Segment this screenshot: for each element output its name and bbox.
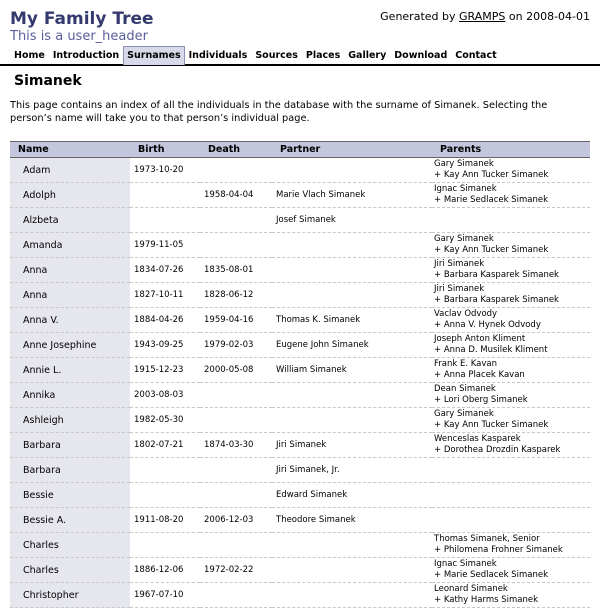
parent-link[interactable]: Dean Simanek [434, 384, 496, 394]
parents-cell [432, 458, 590, 483]
parent-spouse-link[interactable]: + Lori Oberg Simanek [434, 395, 528, 405]
partner-link [272, 558, 432, 583]
partner-link[interactable]: Marie Vlach Simanek [272, 183, 432, 208]
death-date [200, 383, 272, 408]
parent-link[interactable]: Gary Simanek [434, 234, 494, 244]
parent-link[interactable]: Jiri Simanek [434, 259, 485, 269]
table-row [10, 183, 590, 208]
parents-cell [432, 158, 590, 183]
generated-date: on 2008-04-01 [508, 10, 590, 23]
death-date [200, 458, 272, 483]
parent-spouse-link[interactable]: + Kay Ann Tucker Simanek [434, 420, 549, 430]
parent-link[interactable]: Ignac Simanek [434, 184, 497, 194]
column-header-name: Name [10, 142, 130, 158]
partner-link [272, 158, 432, 183]
navigation-bar [0, 46, 600, 66]
person-name-link[interactable]: Bessie [10, 483, 130, 508]
nav-item-contact[interactable]: Contact [455, 50, 497, 61]
parent-spouse-link[interactable]: + Kay Ann Tucker Simanek [434, 245, 549, 255]
column-header-death: Death [200, 142, 272, 158]
partner-link [272, 408, 432, 433]
death-date: 1959-04-16 [200, 308, 272, 333]
parents-cell [432, 408, 590, 433]
death-date: 1828-06-12 [200, 283, 272, 308]
death-date [200, 583, 272, 608]
table-row [10, 558, 590, 583]
birth-date: 1973-10-20 [130, 158, 200, 183]
parents-cell [432, 358, 590, 383]
column-header-birth: Birth [130, 142, 200, 158]
person-name-link[interactable]: Amanda [10, 233, 130, 258]
nav-list [0, 46, 600, 64]
person-name-link[interactable]: Anna V. [10, 308, 130, 333]
death-date [200, 233, 272, 258]
death-date [200, 158, 272, 183]
parents-cell [432, 558, 590, 583]
parent-link[interactable]: Jiri Simanek [434, 284, 485, 294]
parent-spouse-link[interactable]: + Marie Sedlacek Simanek [434, 195, 549, 205]
parent-link[interactable]: Joseph Anton Kliment [434, 334, 526, 344]
partner-link[interactable]: Eugene John Simanek [272, 333, 432, 358]
partner-link[interactable]: Josef Simanek [272, 208, 432, 233]
birth-date: 1834-07-26 [130, 258, 200, 283]
site-header [0, 0, 600, 46]
person-name-link[interactable]: Annika [10, 383, 130, 408]
parent-spouse-link[interactable]: + Kathy Harms Simanek [434, 595, 539, 605]
birth-date: 1943-09-25 [130, 333, 200, 358]
nav-item-introduction[interactable]: Introduction [52, 50, 120, 61]
parents-cell [432, 508, 590, 533]
nav-item-gallery[interactable]: Gallery [348, 50, 387, 61]
parents-cell [432, 208, 590, 233]
person-name-link[interactable]: Barbara [10, 433, 130, 458]
person-name-link[interactable]: Adam [10, 158, 130, 183]
person-name-link[interactable]: Bessie A. [10, 508, 130, 533]
parent-link[interactable]: Gary Simanek [434, 409, 494, 419]
person-name-link[interactable]: Anna [10, 258, 130, 283]
person-name-link[interactable]: Annie L. [10, 358, 130, 383]
parent-link[interactable]: Wenceslas Kasparek [434, 434, 521, 444]
nav-item-places[interactable]: Places [305, 50, 341, 61]
column-header-parents: Parents [432, 142, 590, 158]
birth-date: 1967-07-10 [130, 583, 200, 608]
column-header-partner: Partner [272, 142, 432, 158]
table-row [10, 508, 590, 533]
parent-spouse-link[interactable]: + Anna D. Musilek Kliment [434, 345, 548, 355]
birth-date: 1915-12-23 [130, 358, 200, 383]
parents-cell [432, 258, 590, 283]
table-row [10, 233, 590, 258]
parent-spouse-link[interactable]: + Anna Placek Kavan [434, 370, 525, 380]
parents-cell [432, 383, 590, 408]
table-row [10, 283, 590, 308]
birth-date: 1911-08-20 [130, 508, 200, 533]
table-row [10, 358, 590, 383]
birth-date: 2003-08-03 [130, 383, 200, 408]
table-row [10, 433, 590, 458]
death-date: 1979-02-03 [200, 333, 272, 358]
person-name-link[interactable]: Ashleigh [10, 408, 130, 433]
death-date: 1874-03-30 [200, 433, 272, 458]
death-date: 1835-08-01 [200, 258, 272, 283]
surname-index-table [10, 141, 590, 608]
table-row [10, 458, 590, 483]
parent-spouse-link[interactable]: + Philomena Frohner Simanek [434, 545, 563, 555]
birth-date: 1802-07-21 [130, 433, 200, 458]
parents-cell [432, 283, 590, 308]
birth-date [130, 533, 200, 558]
person-name-link[interactable]: Anna [10, 283, 130, 308]
birth-date [130, 483, 200, 508]
site-title: My Family Tree [10, 9, 154, 29]
page-title: Simanek [14, 73, 82, 89]
parent-spouse-link[interactable]: + Barbara Kasparek Simanek [434, 270, 559, 280]
death-date [200, 408, 272, 433]
parent-link[interactable]: Vaclav Odvody [434, 309, 498, 319]
death-date: 2006-12-03 [200, 508, 272, 533]
parent-link[interactable]: Leonard Simanek [434, 584, 508, 594]
birth-date: 1886-12-06 [130, 558, 200, 583]
partner-link [272, 283, 432, 308]
parent-link[interactable]: Thomas Simanek, Senior [434, 534, 540, 544]
birth-date: 1982-05-30 [130, 408, 200, 433]
birth-date [130, 208, 200, 233]
nav-item-individuals[interactable]: Individuals [188, 50, 248, 61]
parents-cell [432, 483, 590, 508]
nav-item-download[interactable]: Download [394, 50, 448, 61]
death-date [200, 483, 272, 508]
page-description: This page contains an index of all the individuals in the database with the surname of Simanek. Selecting the person’s name will take you to that person’s individual page. [10, 100, 548, 124]
table-body [10, 158, 590, 608]
parent-spouse-link[interactable]: + Dorothea Drozdin Kasparek [434, 445, 561, 455]
site-subtitle: This is a user_header [10, 29, 148, 44]
birth-date: 1827-10-11 [130, 283, 200, 308]
parents-cell [432, 233, 590, 258]
person-name-link[interactable]: Christopher [10, 583, 130, 608]
table-row [10, 383, 590, 408]
partner-link[interactable]: William Simanek [272, 358, 432, 383]
person-name-link[interactable]: Charles [10, 533, 130, 558]
partner-link [272, 258, 432, 283]
parent-spouse-link[interactable]: + Barbara Kasparek Simanek [434, 295, 559, 305]
death-date: 1972-02-22 [200, 558, 272, 583]
table-row [10, 583, 590, 608]
nav-item-home[interactable]: Home [14, 50, 45, 61]
generated-notice [380, 10, 590, 23]
table-row [10, 408, 590, 433]
nav-item-surnames[interactable]: Surnames [123, 46, 184, 65]
birth-date [130, 183, 200, 208]
death-date [200, 533, 272, 558]
person-name-link[interactable]: Barbara [10, 458, 130, 483]
partner-link [272, 583, 432, 608]
table-row [10, 483, 590, 508]
gramps-link[interactable]: GRAMPS [459, 10, 506, 23]
partner-link [272, 383, 432, 408]
parent-spouse-link[interactable]: + Anna V. Hynek Odvody [434, 320, 541, 330]
parent-link[interactable]: Frank E. Kavan [434, 359, 498, 369]
parents-cell [432, 433, 590, 458]
table-row [10, 333, 590, 358]
parent-spouse-link[interactable]: + Marie Sedlacek Simanek [434, 570, 549, 580]
table-row [10, 258, 590, 283]
nav-item-sources[interactable]: Sources [255, 50, 298, 61]
parent-link[interactable]: Gary Simanek [434, 159, 494, 169]
person-name-link[interactable]: Adolph [10, 183, 130, 208]
parents-cell [432, 583, 590, 608]
partner-link [272, 233, 432, 258]
parents-cell [432, 183, 590, 208]
partner-link [272, 533, 432, 558]
table-header-row [10, 142, 590, 158]
table-row [10, 208, 590, 233]
table-row [10, 533, 590, 558]
birth-date: 1884-04-26 [130, 308, 200, 333]
partner-link[interactable]: Edward Simanek [272, 483, 432, 508]
person-name-link[interactable]: Anne Josephine [10, 333, 130, 358]
partner-link[interactable]: Thomas K. Simanek [272, 308, 432, 333]
birth-date: 1979-11-05 [130, 233, 200, 258]
birth-date [130, 458, 200, 483]
parents-cell [432, 333, 590, 358]
parents-cell [432, 533, 590, 558]
parents-cell [432, 308, 590, 333]
death-date [200, 208, 272, 233]
table-row [10, 308, 590, 333]
person-name-link[interactable]: Alzbeta [10, 208, 130, 233]
death-date: 1958-04-04 [200, 183, 272, 208]
generated-prefix: Generated by [380, 10, 456, 23]
death-date: 2000-05-08 [200, 358, 272, 383]
partner-link[interactable]: Theodore Simanek [272, 508, 432, 533]
parent-link[interactable]: Ignac Simanek [434, 559, 497, 569]
parent-spouse-link[interactable]: + Kay Ann Tucker Simanek [434, 170, 549, 180]
partner-link[interactable]: Jiri Simanek, Jr. [272, 458, 432, 483]
person-name-link[interactable]: Charles [10, 558, 130, 583]
partner-link[interactable]: Jiri Simanek [272, 433, 432, 458]
table-row [10, 158, 590, 183]
